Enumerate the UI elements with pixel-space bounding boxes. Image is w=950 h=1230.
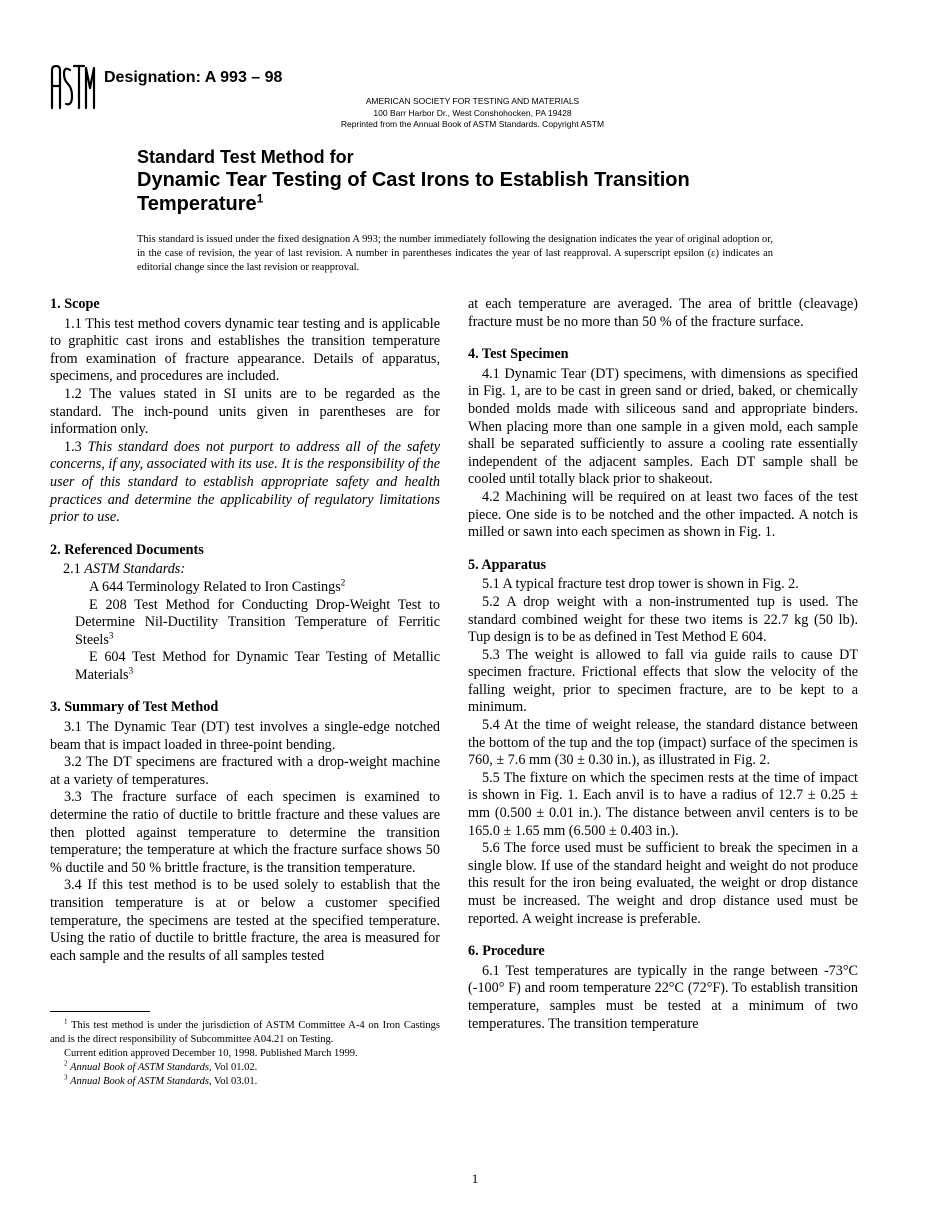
paragraph-3-4: 3.4 If this test method is to be used solely to establish that the transition temperature is at or below a customer specified temperature, the specimens are tested at the specified temperature. Using the ratio of ductile to brittle fracture, the area is measured for each sample and the results of all samples tested: [50, 877, 440, 964]
paragraph-4-2: 4.2 Machining will be required on at least two faces of the test piece. One side is to be notched and the other impacted. A notch is milled or sawn into each specimen as shown in Fig. 1.: [468, 488, 858, 541]
society-info: [300, 96, 645, 131]
paragraph-5-4: 5.4 At the time of weight release, the standard distance between the bottom of the tup and the top (impact) surface of the specimen is 760, ± 7.6 mm (30 ± 0.30 in.), as illustrated in Fig. 2.: [468, 717, 858, 769]
reference-e208: E 208 Test Method for Conducting Drop-Weight Test to Determine Nil-Ductility Transition Temperature of Ferritic Steels$^3$: [75, 596, 440, 648]
footnote-divider: [50, 1011, 150, 1012]
paragraph-5-1: 5.1 A typical fracture test drop tower is shown in Fig. 2.: [482, 576, 799, 593]
section-heading-summary: 3. Summary of Test Method: [50, 699, 219, 716]
section-heading-specimen: 4. Test Specimen: [468, 346, 569, 363]
title-line-2: Dynamic Tear Testing of Cast Irons to Establish Transition: [137, 169, 690, 191]
paragraph-3-2: 3.2 The DT specimens are fractured with a drop-weight machine at a variety of temperatures.: [50, 754, 440, 788]
paragraph-1-2: 1.2 The values stated in SI units are to be regarded as the standard. The inch-pound units given in parentheses are for information only.: [50, 385, 440, 438]
paragraph-5-5: 5.5 The fixture on which the specimen rests at the time of impact is shown in Fig. 1. Each anvil is to have a radius of 12.7 ± 0.25 ± mm (0.500 ± 0.01 in.). The distance between anvil centers is to be 165.0 ± 1.65 mm (6.500 ± 0.403 in.).: [468, 769, 858, 839]
page-number: 1: [471, 1171, 479, 1186]
section-heading-scope: 1. Scope: [50, 296, 100, 312]
footnote-1-edition: Current edition approved December 10, 1998. Published March 1999.: [64, 1048, 358, 1059]
issued-note: This standard is issued under the fixed designation A 993; the number immediately following the designation indicates the year of original adoption or, in the case of revision, the year of last revision. A number in parentheses indicates the year of last reapproval. A superscript epsilon (ε) indicates an editorial change since the last revision or reapproval.: [137, 234, 773, 273]
paragraph-5-2: 5.2 A drop weight with a non-instrumented tup is used. The standard combined weight for these two items is 22.7 kg (50 lb). Tup design is to be as defined in Test Method E 604.: [468, 593, 858, 646]
logo-text: ASTM: [72, 110, 75, 111]
section-heading-apparatus: 5. Apparatus: [468, 556, 547, 573]
title-line-3: Temperature$^1$: [137, 191, 264, 215]
society-name: AMERICAN SOCIETY FOR TESTING AND MATERIALS: [365, 96, 580, 106]
section-heading-referenced: 2. Referenced Documents: [50, 541, 204, 558]
paragraph-3-4-continued: at each temperature are averaged. The area of brittle (cleavage) fracture must be no more than 50 % of the fracture surface.: [468, 296, 858, 330]
society-reprint: Reprinted from the Annual Book of ASTM Standards. Copyright ASTM: [340, 119, 605, 129]
paragraph-1-3: 1.3 This standard does not purport to address all of the safety concerns, if any, associated with its use. It is the responsibility of the user of this standard to establish appropriate safety and health practices and determine the applicability of regulatory limitations prior to use.: [50, 438, 440, 526]
reference-e604: E 604 Test Method for Dynamic Tear Testing of Metallic Materials$^3$: [75, 649, 440, 683]
paragraph-3-1: 3.1 The Dynamic Tear (DT) test involves a single-edge notched beam that is impact loaded in three-point bending.: [50, 719, 440, 753]
paragraph-1-1: 1.1 This test method covers dynamic tear testing and is applicable to graphitic cast irons and establishes the transition temperature from examination of fracture appearance. Details of apparatus, specimens, and procedures are included.: [50, 315, 440, 385]
paragraph-2-1: 2.1 ASTM Standards:: [63, 561, 186, 578]
title-line-1: Standard Test Method for: [137, 147, 354, 167]
astm-logo: [48, 64, 96, 110]
footnotes: [50, 1019, 440, 1089]
right-column: [468, 296, 858, 1033]
reference-a644: A 644 Terminology Related to Iron Castings$^2$: [89, 577, 346, 595]
section-heading-procedure: 6. Procedure: [468, 943, 545, 960]
designation: Designation: A 993 – 98: [104, 69, 283, 86]
left-column: [50, 296, 440, 965]
document-title: [137, 146, 837, 216]
paragraph-6-1: 6.1 Test temperatures are typically in the range between -73°C (-100° F) and room temperature 22°C (72°F). To establish transition temperature, samples must be tested at a minimum of two temperatures. The transition temperature: [468, 962, 858, 1032]
title-footnote-mark: 1: [256, 191, 264, 206]
paragraph-4-1: 4.1 Dynamic Tear (DT) specimens, with dimensions as specified in Fig. 1, are to be cast in green sand or dried, baked, or chemically bonded molds made with siliceous sand and appropriate binders. When placing more than one sample in a given mold, each sample shall be separated sufficiently to assure a cooling rate essentially independent of the adjacent samples. Each DT sample shall be cooled until totally black prior to shakeout.: [468, 365, 858, 488]
footnote-3: $^3$ Annual Book of ASTM Standards, Vol 03.01.: [64, 1073, 258, 1087]
footnote-1: $^1$ This test method is under the jurisdiction of ASTM Committee A-4 on Iron Castings and is the direct responsibility of Subcommittee A04.21 on Testing.: [50, 1017, 440, 1045]
paragraph-5-3: 5.3 The weight is allowed to fall via guide rails to cause DT specimen fracture. Frictional effects that slow the velocity of the falling weight, prior to specimen fracture, are to be kept to a minimum.: [468, 646, 858, 716]
footnote-2: $^2$ Annual Book of ASTM Standards, Vol 01.02.: [64, 1059, 258, 1073]
society-address: 100 Barr Harbor Dr., West Conshohocken, PA 19428: [373, 107, 572, 118]
paragraph-5-6: 5.6 The force used must be sufficient to break the specimen in a single blow. If use of the standard height and weight do not produce this result for the iron being evaluated, the weight or drop distance must be increased. The weight and drop distance used must be reported. A weight increase is preferable.: [468, 840, 858, 927]
paragraph-3-3: 3.3 The fracture surface of each specimen is examined to determine the ratio of ductile to brittle fracture and these values are then plotted against temperature to determine the transition temperature; the temperature at which the fracture surface shows 50 % ductile and 50 % brittle fracture, is the transition temperature.: [50, 789, 440, 876]
